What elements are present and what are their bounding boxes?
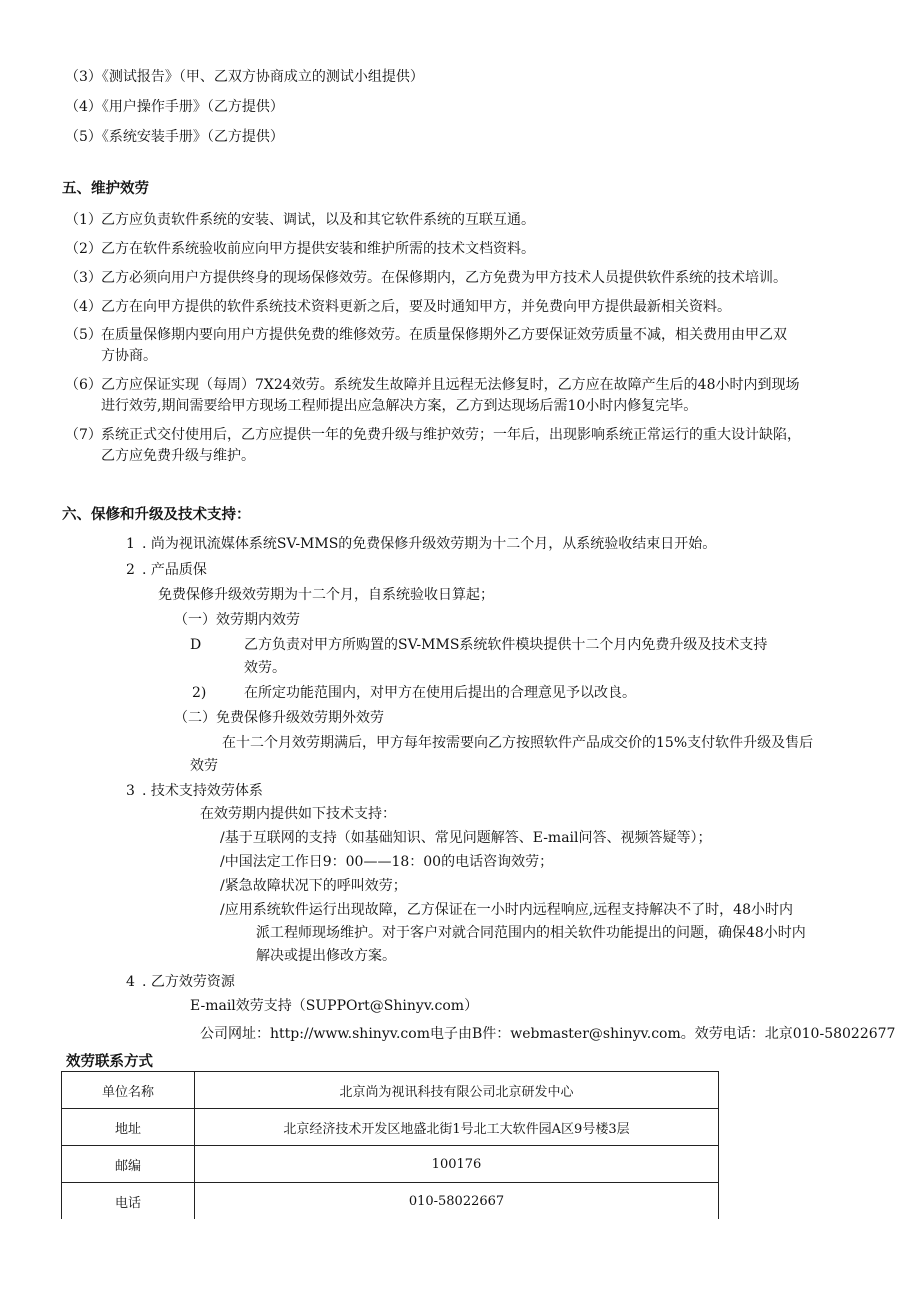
section-5-item-number: （3） xyxy=(65,270,102,286)
table-key: 单位名称 xyxy=(62,1072,195,1109)
subsection-1-item-1-number: D xyxy=(190,637,202,653)
para-2-number: 2 xyxy=(126,562,135,578)
section-5-item-text: 乙方必须向用户方提供终身的现场保修效劳。在保修期内，乙方免费为甲方技术人员提供软件系统的技术培训。 xyxy=(101,270,787,286)
table-key: 邮编 xyxy=(62,1146,195,1183)
section-5-item-text: 乙方应保证实现（每周）7X24效劳。系统发生故障并且远程无法修复时，乙方应在故障产生后的48小时内到现场 xyxy=(101,377,800,393)
para-1-text: . 尚为视讯流媒体系统SV-MMS的免费保修升级效劳期为十二个月，从系统验收结束日开始。 xyxy=(142,536,717,552)
section-6-title: 六、保修和升级及技术支持： xyxy=(62,507,251,523)
section-5-item-text: 在质量保修期内要向用户方提供免费的维修效劳。在质量保修期外乙方要保证效劳质量不减，相关费用由甲乙双 xyxy=(101,327,787,343)
table-value: 北京尚为视讯科技有限公司北京研发中心 xyxy=(195,1072,719,1109)
section-5-item-text-cont: 方协商。 xyxy=(101,348,157,364)
subsection-2-text-cont: 效劳 xyxy=(190,758,218,774)
subsection-2-title: （二）免费保修升级效劳期外效劳 xyxy=(174,710,384,726)
para-4-number: 4 xyxy=(126,974,135,990)
section-5-item-number: （4） xyxy=(65,299,102,315)
table-key: 地址 xyxy=(62,1109,195,1146)
company-web-line: 公司网址：http://www.shinyv.com电子由B件：webmaster@shinyv.com。效劳电话：北京010-58022677 xyxy=(200,1026,896,1042)
para-3-intro: 在效劳期内提供如下技术支持： xyxy=(200,806,396,822)
para-2-text: 免费保修升级效劳期为十二个月，自系统验收日算起； xyxy=(158,587,494,603)
para-4-heading: . 乙方效劳资源 xyxy=(142,974,235,990)
section-5-item-text: 乙方在向甲方提供的软件系统技术资料更新之后，要及时通知甲方，并免费向甲方提供最新相关资料。 xyxy=(101,299,731,315)
section-5-item-number: （5） xyxy=(65,327,102,343)
subsection-1-item-2-number: 2) xyxy=(192,685,207,701)
deliverable-item: （3）《测试报告》（甲、乙双方协商成立的测试小组提供） xyxy=(65,69,424,85)
contact-title: 效劳联系方式 xyxy=(66,1054,153,1070)
section-5-title: 五、维护效劳 xyxy=(62,181,149,197)
subsection-1-item-2-text: 在所定功能范围内，对甲方在使用后提出的合理意见予以改良。 xyxy=(244,685,636,701)
section-5-item-text: 乙方在软件系统验收前应向甲方提供安装和维护所需的技术文档资料。 xyxy=(101,241,535,257)
subsection-1-item-1-text: 乙方负责对甲方所购置的SV-MMS系统软件模块提供十二个月内免费升级及技术支持 xyxy=(244,637,768,653)
para-3-heading: . 技术支持效劳体系 xyxy=(142,783,263,799)
subsection-1-title: （一）效劳期内效劳 xyxy=(174,612,300,628)
contact-table xyxy=(61,1071,719,1219)
table-value: 010-58022667 xyxy=(195,1183,719,1220)
table-value: 100176 xyxy=(195,1146,719,1183)
support-item: /应用系统软件运行出现故障，乙方保证在一小时内远程响应,远程支持解决不了时，48小时内 xyxy=(220,902,793,918)
table-row xyxy=(62,1146,719,1183)
support-item: /基于互联网的支持（如基础知识、常见问题解答、E-mail问答、视频答疑等）； xyxy=(220,830,712,846)
deliverable-item: （4）《用户操作手册》（乙方提供） xyxy=(65,99,284,115)
table-row xyxy=(62,1072,719,1109)
section-5-item-text: 乙方应负责软件系统的安装、调试，以及和其它软件系统的互联互通。 xyxy=(101,212,535,228)
para-2-heading: . 产品质保 xyxy=(142,562,207,578)
deliverable-item: （5）《系统安装手册》（乙方提供） xyxy=(65,129,284,145)
section-5-item-text: 系统正式交付使用后，乙方应提供一年的免费升级与维护效劳；一年后，出现影响系统正常运行的重大设计缺陷， xyxy=(101,427,801,443)
table-row xyxy=(62,1183,719,1220)
section-5-item-text-cont: 进行效劳,期间需要给甲方现场工程师提出应急解决方案，乙方到达现场后需10小时内修复完毕。 xyxy=(101,398,698,414)
support-item-cont: 解决或提出修改方案。 xyxy=(256,948,396,964)
section-5-item-text-cont: 乙方应免费升级与维护。 xyxy=(101,448,255,464)
para-1-number: 1 xyxy=(126,536,135,552)
support-item-cont: 派工程师现场维护。对于客户对就合同范围内的相关软件功能提出的问题，确保48小时内 xyxy=(256,925,806,941)
section-5-item-number: （2） xyxy=(65,241,102,257)
subsection-1-item-1-text-cont: 效劳。 xyxy=(244,660,286,676)
table-value: 北京经济技术开发区地盛北街1号北工大软件园A区9号楼3层 xyxy=(195,1109,719,1146)
section-5-item-number: （6） xyxy=(65,377,102,393)
section-5-item-number: （7） xyxy=(65,427,102,443)
table-row xyxy=(62,1109,719,1146)
support-item: /紧急故障状况下的呼叫效劳； xyxy=(220,878,407,894)
support-item: /中国法定工作日9：00——18：00的电话咨询效劳； xyxy=(220,854,554,870)
para-3-number: 3 xyxy=(126,783,135,799)
subsection-2-text: 在十二个月效劳期满后，甲方每年按需要向乙方按照软件产品成交价的15%支付软件升级及售后 xyxy=(222,735,814,751)
section-5-item-number: （1） xyxy=(65,212,102,228)
table-key: 电话 xyxy=(62,1183,195,1220)
support-email: E-mail效劳支持（SUPPOrt@Shinyv.com） xyxy=(190,998,479,1014)
